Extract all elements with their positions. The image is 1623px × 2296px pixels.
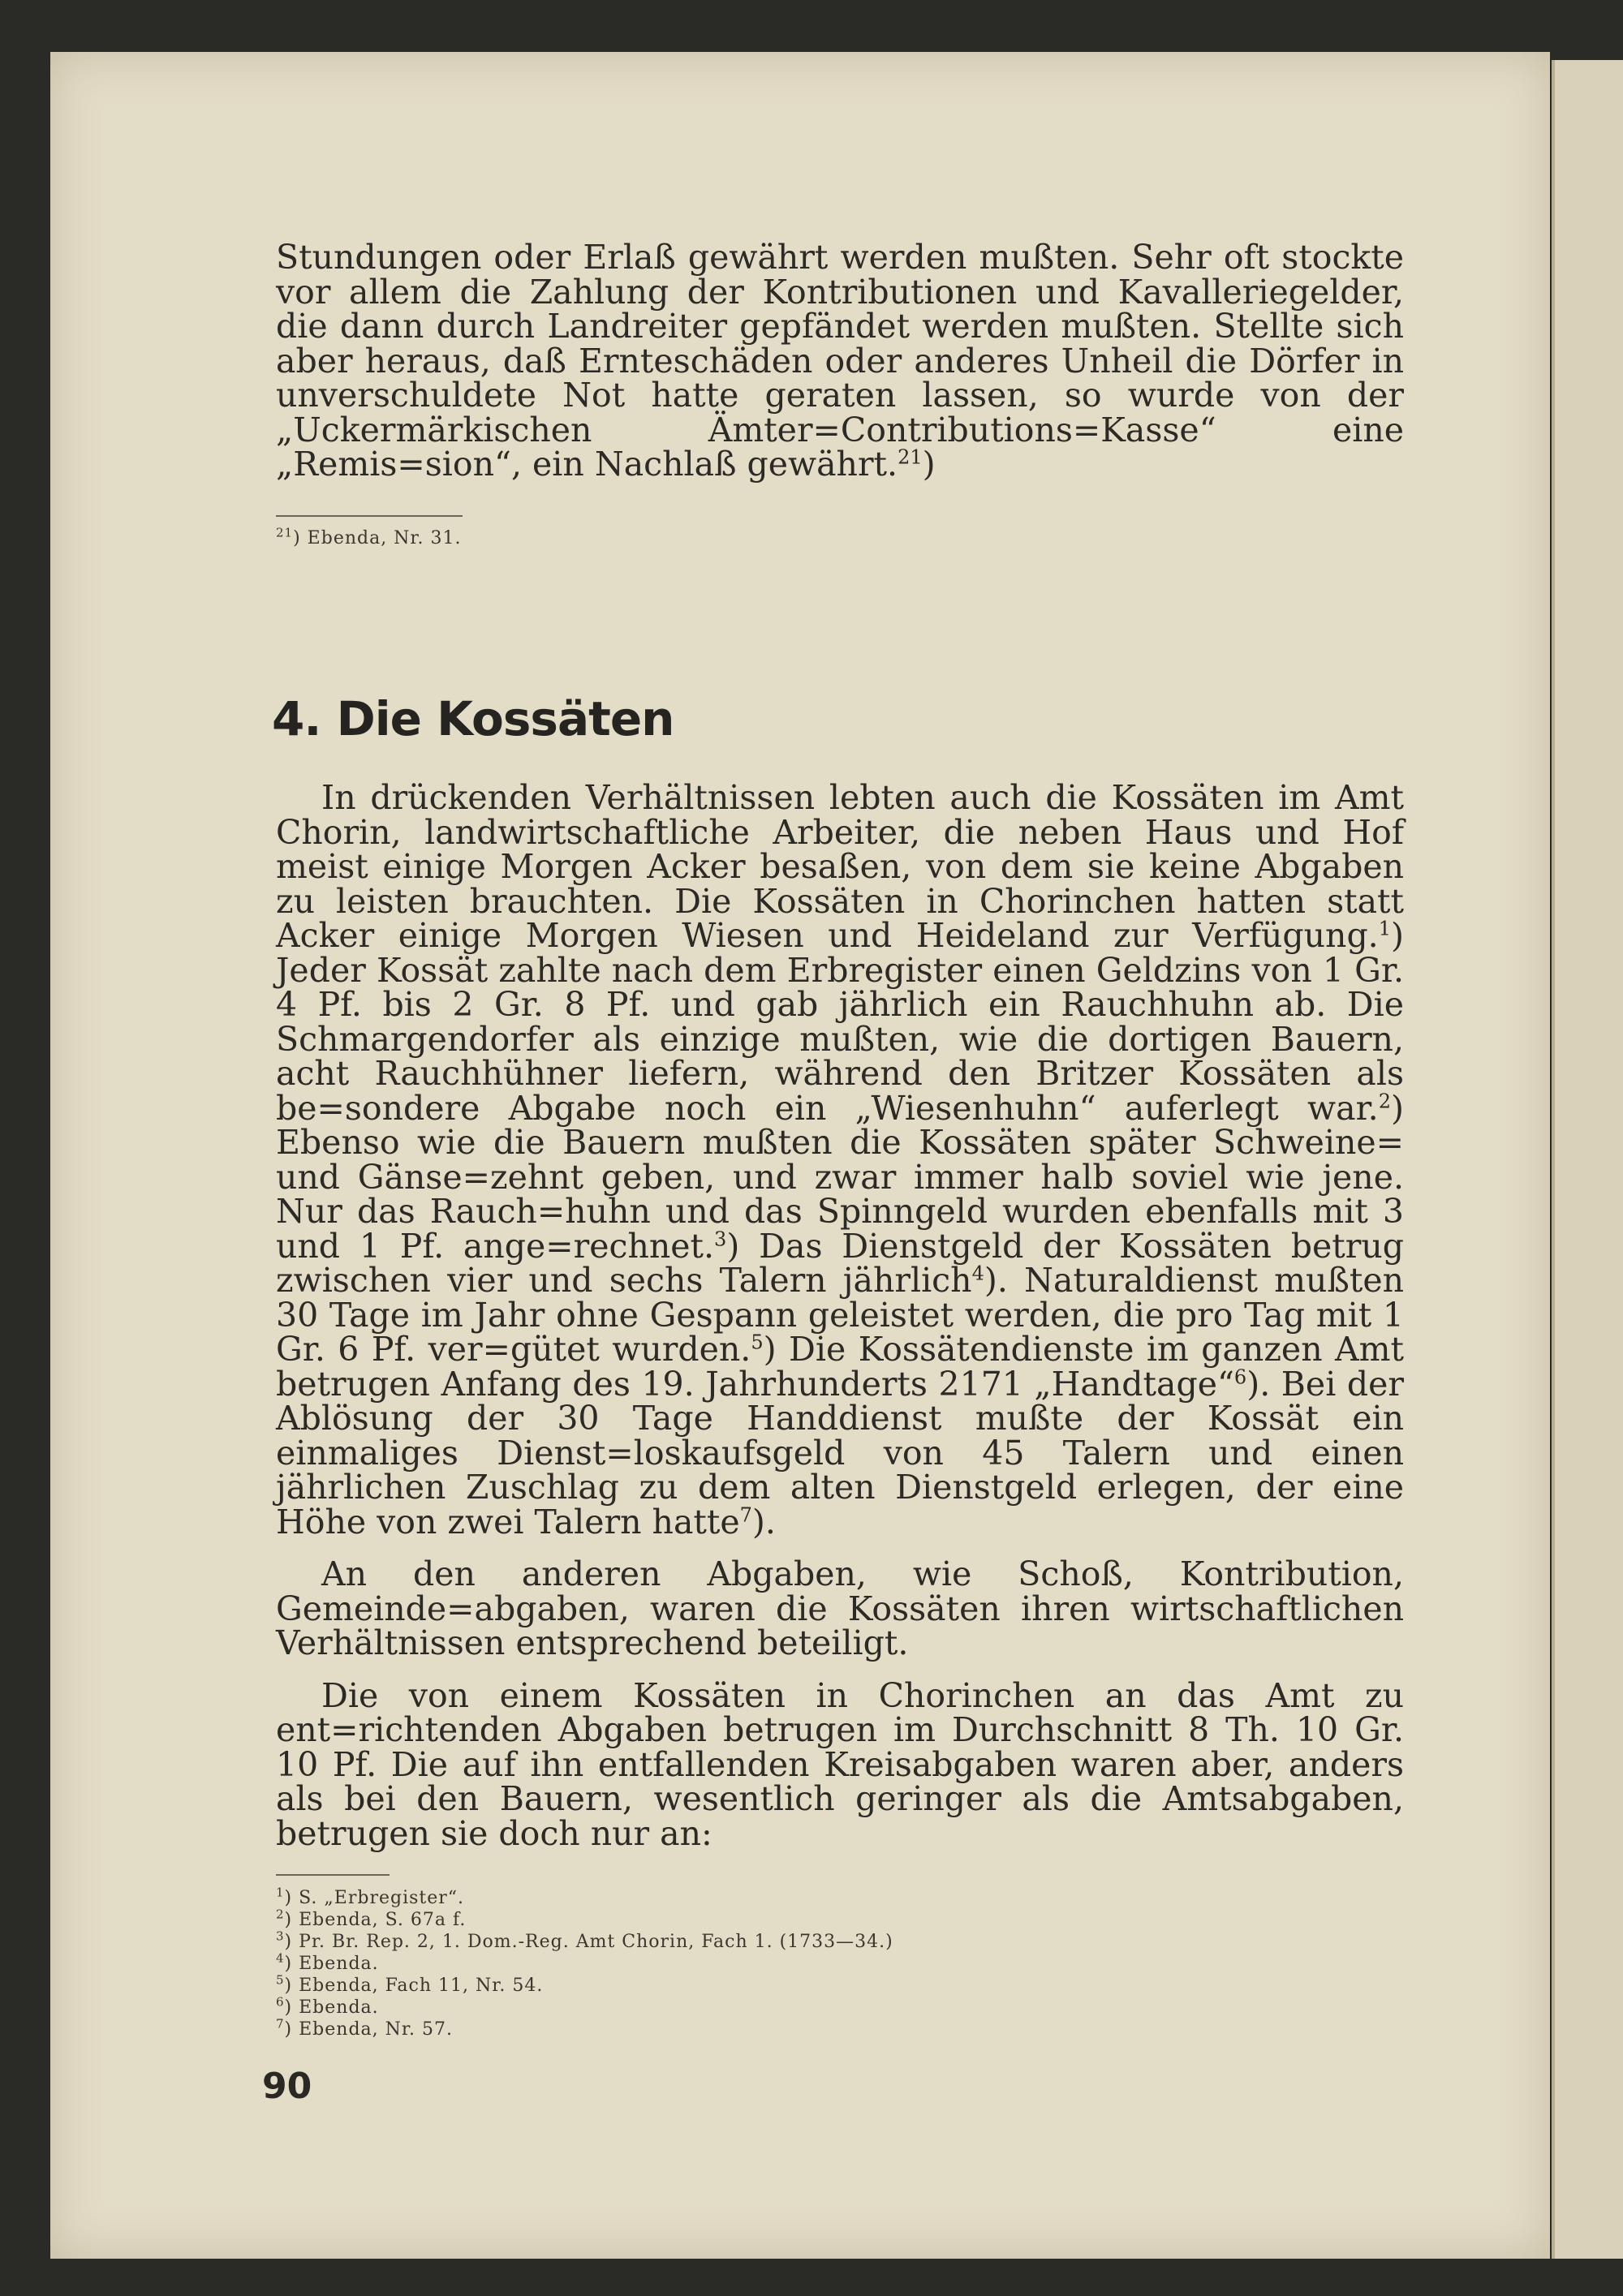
footnote-3 <box>276 1928 1404 1953</box>
ref-close: ). <box>984 1261 1008 1300</box>
footnote-ref-21: 21 <box>898 445 923 469</box>
footnote-mark: 5 <box>276 1972 285 1988</box>
footnote-ref: 2 <box>1378 1089 1391 1112</box>
footnote-mark: 3 <box>276 1928 285 1944</box>
page-number: 90 <box>262 2066 312 2107</box>
p1-sentence: Ebenso wie die Bauern mußten die Kossäten später Schweine= und Gänse=zehnt geben, und zwar immer halb soviel wie jene. Nur das Rauch=huhn und das Spinngeld wurden ebenfalls mit 3 und 1 Pf. ange=rechnet. <box>276 1123 1404 1266</box>
ref-close: ). <box>751 1502 776 1541</box>
p1-sentence: Die Kossätendienste im ganzen Amt betrugen Anfang des 19. Jahrhunderts 2171 „Handtage“ <box>276 1330 1404 1404</box>
footnote-mark: 7 <box>276 2016 285 2032</box>
top-footnote <box>276 527 1404 549</box>
ref-close: ) <box>1391 1088 1404 1128</box>
ref-close: ) <box>763 1330 777 1369</box>
footnote-4 <box>276 1950 1404 1975</box>
paragraph-2: An den anderen Abgaben, wie Schoß, Kontribution, Gemeinde=abgaben, waren die Kossäten ihren wirtschaftlichen Verhältnissen entsprechend beteiligt. <box>276 1554 1404 1662</box>
footnote-ref: 4 <box>971 1262 984 1285</box>
ref-close: ) <box>726 1226 740 1266</box>
adjacent-page-edge <box>1552 60 1623 2259</box>
section-heading: 4. Die Kossäten <box>272 691 674 746</box>
footnote-ref: 7 <box>739 1503 752 1526</box>
continuation-text: Stundungen oder Erlaß gewährt werden mußten. Sehr oft stockte vor allem die Zahlung der Kontributionen und Kavalleriegelder, die dann durch Landreiter gepfändet werden mußten. Stellte sich aber heraus, daß Ernteschäden oder anderes Unheil die Dörfer in unverschuldete Not hatte geraten lassen, so wurde von der „Uckermärkischen Ämter=Contributions=Kasse“ eine „Remis=sion“, ein Nachlaß gewährt. <box>276 238 1404 484</box>
footnote-mark: 4 <box>276 1950 285 1966</box>
p1-sentence: Bei der Ablösung der 30 Tage Handdienst mußte der Kossät ein einmaliges Dienst=loskaufsgeld von 45 Talern und einen jährlichen Zuschlag zu dem alten Dienstgeld erlegen, der eine Höhe von zwei Talern hatte <box>276 1364 1404 1541</box>
p1-sentence: In drückenden Verhältnissen lebten auch die Kossäten im Amt Chorin, landwirtschaftliche Arbeiter, die neben Haus und Hof meist einige Morgen Acker besaßen, von dem sie keine Abgaben zu leisten brauchten. Die Kossäten in Chorinchen hatten statt Acker einige Morgen Wiesen und Heideland zur Verfügung. <box>276 778 1404 955</box>
p1-sentence: Das Dienstgeld der Kossäten betrug zwischen vier und sechs Talern jährlich <box>276 1226 1404 1300</box>
ref-close: ). <box>1246 1364 1271 1404</box>
paragraph-3: Die von einem Kossäten in Chorinchen an das Amt zu ent=richtenden Abgaben betrugen im Durchschnitt 8 Th. 10 Gr. 10 Pf. Die auf ihn entfallenden Kreisabgaben waren aber, anders als bei den Bauern, wesentlich geringer als die Amtsabgaben, betrugen sie doch nur an: <box>276 1675 1404 1853</box>
footnote-text: ) Ebenda. <box>284 1954 379 1974</box>
footnote-text: ) Ebenda, S. 67a f. <box>284 1910 467 1930</box>
footnote-ref: 6 <box>1233 1365 1247 1388</box>
footnote-rule-top <box>276 515 463 517</box>
footnote-mark: 6 <box>276 1994 285 2010</box>
footnote-6 <box>276 1994 1404 2019</box>
p1-sentence: Jeder Kossät zahlte nach dem Erbregister einen Geldzins von 1 Gr. 4 Pf. bis 2 Gr. 8 Pf. und gab jährlich ein Rauchhuhn ab. Die Schmargendorfer als einzige mußten, wie die dortigen Bauern, acht Rauchhühner liefern, während den Britzer Kossäten als be=sondere Abgabe noch ein „Wiesenhuhn“ auferlegt war. <box>276 950 1404 1128</box>
footnote-text: ) Pr. Br. Rep. 2, 1. Dom.-Reg. Amt Chorin, Fach 1. (1733—34.) <box>284 1932 893 1952</box>
footnote-7 <box>276 2016 1404 2040</box>
footnote-ref: 3 <box>714 1227 727 1250</box>
paragraph-1 <box>276 780 1404 1539</box>
continuation-paragraph <box>276 240 1404 482</box>
continuation-paragraph-block <box>276 240 1404 482</box>
footnote-21 <box>276 527 1404 549</box>
footnote-1 <box>276 1887 1404 1909</box>
footnote-text: ) Ebenda, Nr. 57. <box>284 2019 453 2040</box>
section-body <box>276 780 1404 1851</box>
footnote-text: ) Ebenda, Fach 11, Nr. 54. <box>284 1976 544 1996</box>
footnote-mark: 1 <box>276 1885 285 1900</box>
footnote-text: ) S. „Erbregister“. <box>284 1888 465 1908</box>
p1-sentence: Naturaldienst mußten 30 Tage im Jahr ohne Gespann geleistet werden, die pro Tag mit 1 Gr. 6 Pf. ver=gütet wurden. <box>276 1261 1404 1369</box>
ref-close: ) <box>1391 916 1404 955</box>
footnote-mark: 21 <box>276 525 294 540</box>
footnote-rule-bottom <box>276 1874 390 1876</box>
footnote-mark: 2 <box>276 1907 285 1922</box>
footnote-5 <box>276 1972 1404 1997</box>
footnote-2 <box>276 1909 1404 1931</box>
footnotes-list <box>276 1887 1404 2040</box>
footnote-ref: 5 <box>751 1331 764 1354</box>
footnote-text: ) Ebenda, Nr. 31. <box>293 528 462 548</box>
footnote-text: ) Ebenda. <box>284 1997 379 2018</box>
footnote-ref: 1 <box>1378 917 1391 940</box>
footnote-ref-close: ) <box>922 445 936 484</box>
